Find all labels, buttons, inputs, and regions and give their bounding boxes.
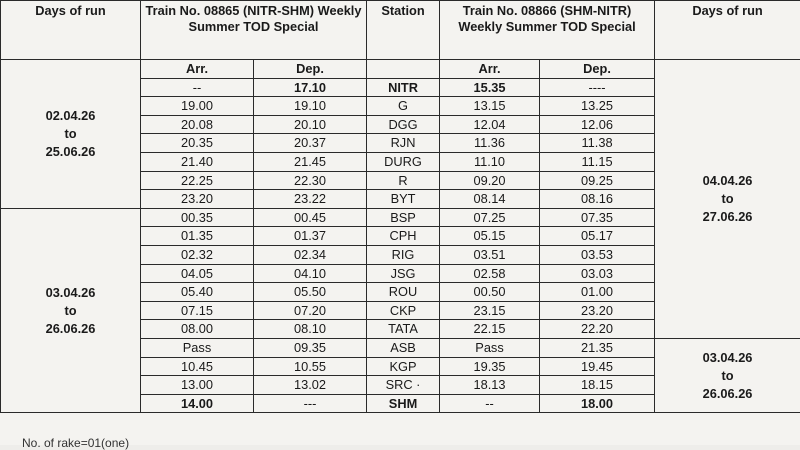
arr-cell: 23.20 (141, 190, 254, 209)
days-left-range-1-to-word: to (1, 125, 140, 143)
station-cell: KGP (367, 357, 440, 376)
station-cell: DURG (367, 152, 440, 171)
dep-cell: 19.10 (254, 97, 367, 116)
dep2-cell: 05.17 (540, 227, 655, 246)
arr-cell: 07.15 (141, 301, 254, 320)
station-cell: TATA (367, 320, 440, 339)
arr-cell: 00.35 (141, 208, 254, 227)
dep-cell: 10.55 (254, 357, 367, 376)
dep2-header: Dep. (540, 60, 655, 79)
arr2-cell: 02.58 (440, 264, 540, 283)
arr2-cell: 11.36 (440, 134, 540, 153)
arr-cell: 14.00 (141, 394, 254, 413)
station-cell: G (367, 97, 440, 116)
dep-cell: 05.50 (254, 283, 367, 302)
arr-cell: 10.45 (141, 357, 254, 376)
dep-cell: 17.10 (254, 78, 367, 97)
dep2-cell: ---- (540, 78, 655, 97)
arr-cell: 20.08 (141, 115, 254, 134)
arr-header: Arr. (141, 60, 254, 79)
days-left-range-1-from: 02.04.26 (1, 107, 140, 125)
dep2-cell: 22.20 (540, 320, 655, 339)
train-up-header: Train No. 08865 (NITR-SHM) Weekly Summer TOD Special (141, 1, 367, 60)
station-cell: BYT (367, 190, 440, 209)
arr2-cell: 12.04 (440, 115, 540, 134)
station-cell: SHM (367, 394, 440, 413)
footer-note: No. of rake=01(one) (22, 436, 129, 450)
dep2-cell: 19.45 (540, 357, 655, 376)
arr2-cell: 22.15 (440, 320, 540, 339)
days-left-range-2-to-word: to (1, 302, 140, 320)
days-right-range-1-to: 27.06.26 (655, 208, 800, 226)
arr2-cell: 08.14 (440, 190, 540, 209)
dep2-cell: 11.38 (540, 134, 655, 153)
dep2-cell: 18.00 (540, 394, 655, 413)
dep2-cell: 21.35 (540, 338, 655, 357)
station-subheader-blank (367, 60, 440, 79)
dep2-cell: 23.20 (540, 301, 655, 320)
station-cell: CKP (367, 301, 440, 320)
arr-cell: 13.00 (141, 376, 254, 395)
arr2-cell: Pass (440, 338, 540, 357)
dep2-cell: 03.53 (540, 245, 655, 264)
arr-cell: 08.00 (141, 320, 254, 339)
dep-cell: 00.45 (254, 208, 367, 227)
dep-cell: 04.10 (254, 264, 367, 283)
dep2-cell: 11.15 (540, 152, 655, 171)
arr2-cell: 13.15 (440, 97, 540, 116)
days-of-run-header: Days of run (1, 1, 141, 60)
days-right-range-2 (655, 338, 800, 412)
station-cell: DGG (367, 115, 440, 134)
dep-cell: 21.45 (254, 152, 367, 171)
arr2-cell: 23.15 (440, 301, 540, 320)
station-header: Station (367, 1, 440, 60)
station-cell: BSP (367, 208, 440, 227)
dep2-cell: 08.16 (540, 190, 655, 209)
dep-cell: 07.20 (254, 301, 367, 320)
arr-cell: 01.35 (141, 227, 254, 246)
train-down-header: Train No. 08866 (SHM-NITR) Weekly Summer TOD Special (440, 1, 655, 60)
dep-cell: 08.10 (254, 320, 367, 339)
arr2-cell: 03.51 (440, 245, 540, 264)
dep-header: Dep. (254, 60, 367, 79)
days-right-range-1-from: 04.04.26 (655, 172, 800, 190)
arr-cell: Pass (141, 338, 254, 357)
station-cell: ROU (367, 283, 440, 302)
days-right-range-2-to: 26.06.26 (655, 385, 800, 403)
station-cell: NITR (367, 78, 440, 97)
dep2-cell: 18.15 (540, 376, 655, 395)
arr-cell: -- (141, 78, 254, 97)
station-cell: R (367, 171, 440, 190)
arr2-cell: 07.25 (440, 208, 540, 227)
arr2-cell: 11.10 (440, 152, 540, 171)
dep2-cell: 07.35 (540, 208, 655, 227)
arr2-cell: -- (440, 394, 540, 413)
arr-cell: 21.40 (141, 152, 254, 171)
arr2-cell: 09.20 (440, 171, 540, 190)
arr2-cell: 00.50 (440, 283, 540, 302)
station-cell: CPH (367, 227, 440, 246)
arr-cell: 04.05 (141, 264, 254, 283)
station-cell: RIG (367, 245, 440, 264)
arr-cell: 22.25 (141, 171, 254, 190)
arr-cell: 19.00 (141, 97, 254, 116)
dep-cell: 20.10 (254, 115, 367, 134)
station-cell: ASB (367, 338, 440, 357)
arr2-cell: 18.13 (440, 376, 540, 395)
days-left-range-1 (1, 60, 141, 209)
days-right-range-1 (655, 60, 800, 339)
dep-cell: 02.34 (254, 245, 367, 264)
dep2-cell: 12.06 (540, 115, 655, 134)
arr2-cell: 19.35 (440, 357, 540, 376)
days-right-range-2-to-word: to (655, 367, 800, 385)
dep2-cell: 01.00 (540, 283, 655, 302)
days-left-range-2 (1, 208, 141, 413)
dep-cell: 13.02 (254, 376, 367, 395)
days-right-range-1-to-word: to (655, 190, 800, 208)
header-row (1, 1, 800, 60)
arr2-cell: 05.15 (440, 227, 540, 246)
dep-cell: 01.37 (254, 227, 367, 246)
days-left-range-2-from: 03.04.26 (1, 284, 140, 302)
station-cell: JSG (367, 264, 440, 283)
arr-cell: 02.32 (141, 245, 254, 264)
dep-cell: 20.37 (254, 134, 367, 153)
dep2-cell: 03.03 (540, 264, 655, 283)
days-left-range-2-to: 26.06.26 (1, 320, 140, 338)
dep2-cell: 09.25 (540, 171, 655, 190)
dep-cell: 22.30 (254, 171, 367, 190)
arr2-cell: 15.35 (440, 78, 540, 97)
station-cell: SRC · (367, 376, 440, 395)
dep-cell: 23.22 (254, 190, 367, 209)
dep-cell: 09.35 (254, 338, 367, 357)
days-left-range-1-to: 25.06.26 (1, 143, 140, 161)
dep2-cell: 13.25 (540, 97, 655, 116)
dep-cell: --- (254, 394, 367, 413)
arr2-header: Arr. (440, 60, 540, 79)
subheader-row (1, 60, 800, 79)
arr-cell: 05.40 (141, 283, 254, 302)
station-cell: RJN (367, 134, 440, 153)
arr-cell: 20.35 (141, 134, 254, 153)
days-of-run-right-header: Days of run (655, 1, 800, 60)
days-right-range-2-from: 03.04.26 (655, 349, 800, 367)
